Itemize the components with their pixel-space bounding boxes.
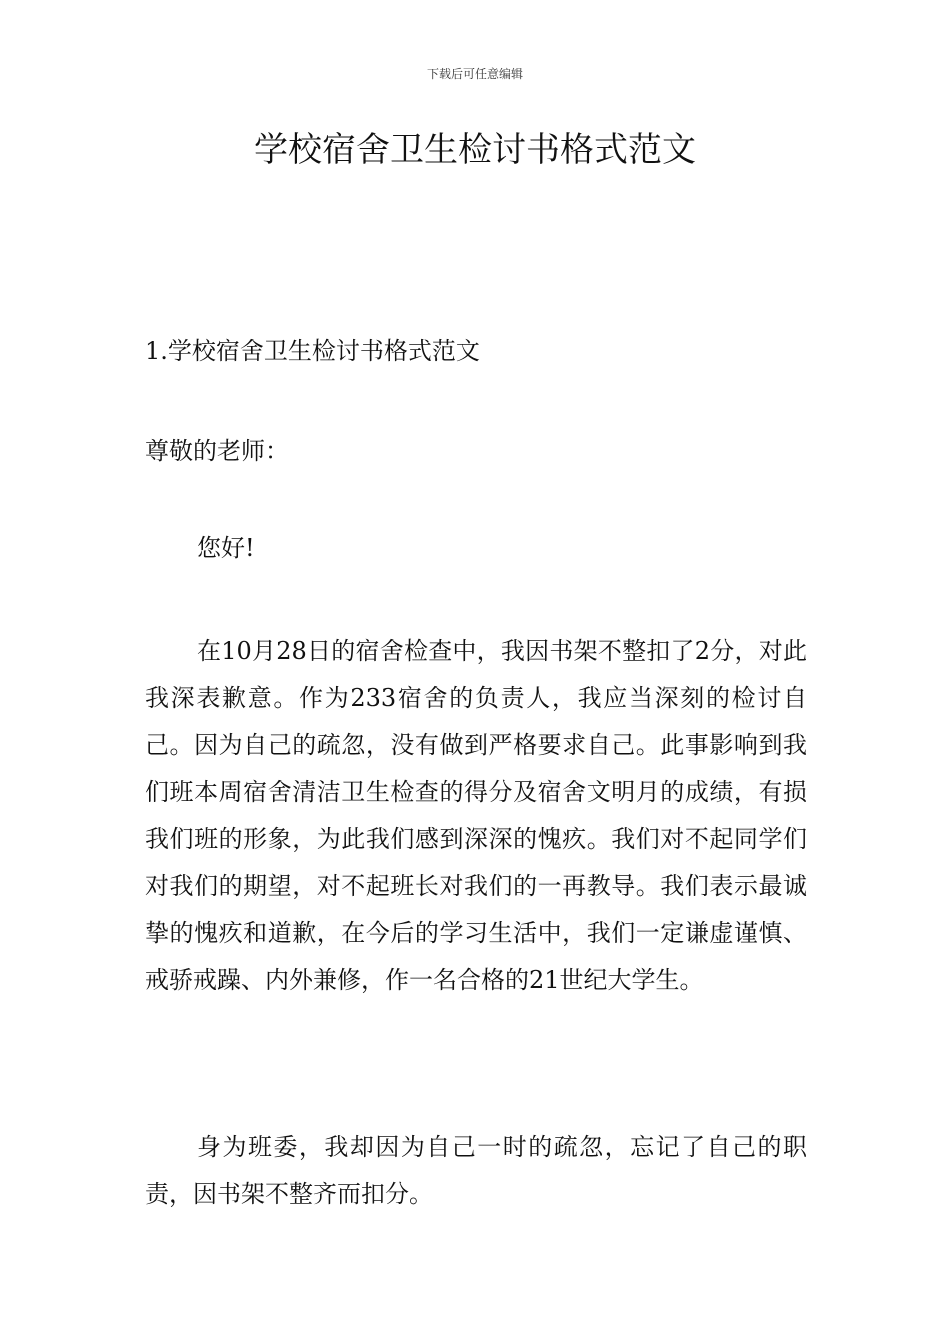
body-paragraph-2: 身为班委，我却因为自己一时的疏忽，忘记了自己的职责，因书架不整齐而扣分。 [145, 1133, 807, 1208]
salutation: 尊敬的老师： [145, 437, 289, 465]
header-note: 下载后可任意编辑 [426, 67, 523, 81]
document-title: 学校宿舍卫生检讨书格式范文 [254, 130, 696, 170]
section-heading: 1.学校宿舍卫生检讨书格式范文 [145, 337, 480, 365]
greeting: 您好! [197, 534, 255, 562]
body-paragraph-1: 在10月28日的宿舍检查中，我因书架不整扣了2分，对此我深表歉意。作为233宿舍的负责人，我应当深刻的检讨自己。因为自己的疏忽，没有做到严格要求自己。此事影响到我们班本周宿舍清洁卫生检查的得分及宿舍文明月的成绩，有损我们班的形象，为此我们感到深深的愧疚。我们对不起同学们对我们的期望，对不起班长对我们的一再教导。我们表示最诚挚的愧疚和道歉，在今后的学习生活中，我们一定谦虚谨慎、戒骄戒躁、内外兼修，作一名合格的21世纪大学生。 [145, 637, 807, 994]
